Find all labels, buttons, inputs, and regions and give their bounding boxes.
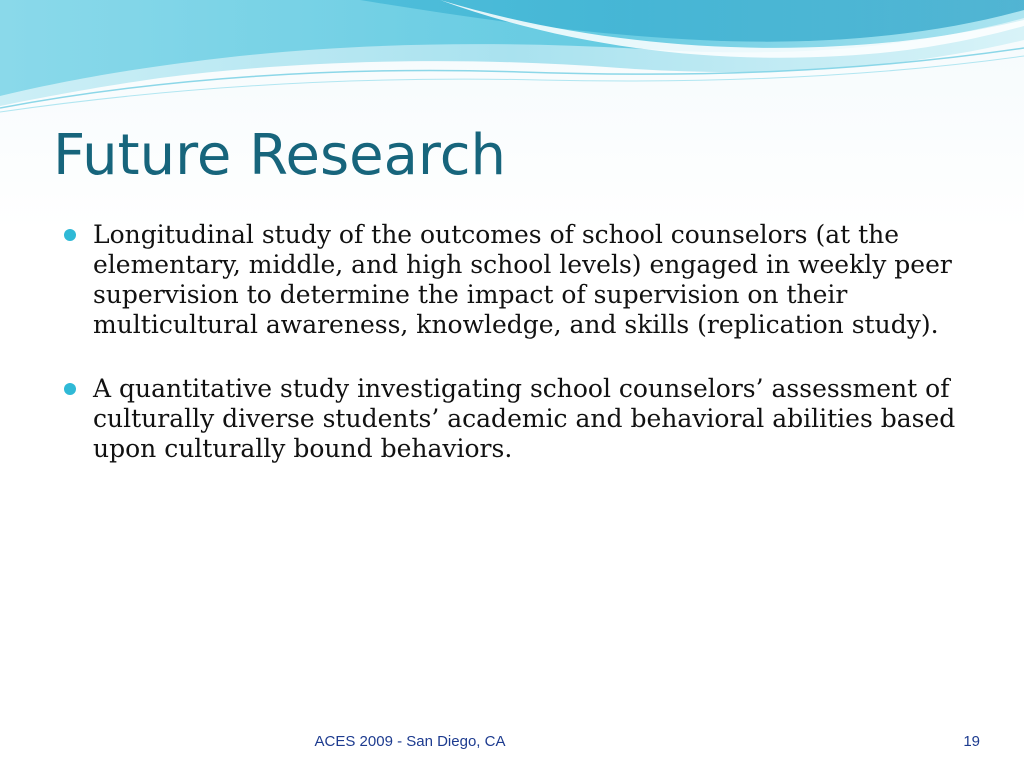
bullet-item [62, 220, 962, 340]
bullet-dot-icon [64, 229, 76, 241]
bullet-text: A quantitative study investigating school counselors’ assessment of culturally diverse students’ academic and behavioral abilities based upon culturally bound behaviors. [93, 374, 956, 463]
slide-title: Future Research [53, 123, 507, 188]
bullet-list [62, 220, 962, 498]
footer-text: ACES 2009 - San Diego, CA [314, 733, 506, 750]
bullet-dot-icon [64, 383, 76, 395]
bullet-item [62, 374, 962, 464]
wave-decoration-icon [0, 0, 1024, 120]
page-number: 19 [963, 733, 980, 750]
bullet-text: Longitudinal study of the outcomes of school counselors (at the elementary, middle, and high school levels) engaged in weekly peer supervision to determine the impact of supervision on their multicultural awareness, knowledge, and skills (replication study). [93, 220, 952, 339]
